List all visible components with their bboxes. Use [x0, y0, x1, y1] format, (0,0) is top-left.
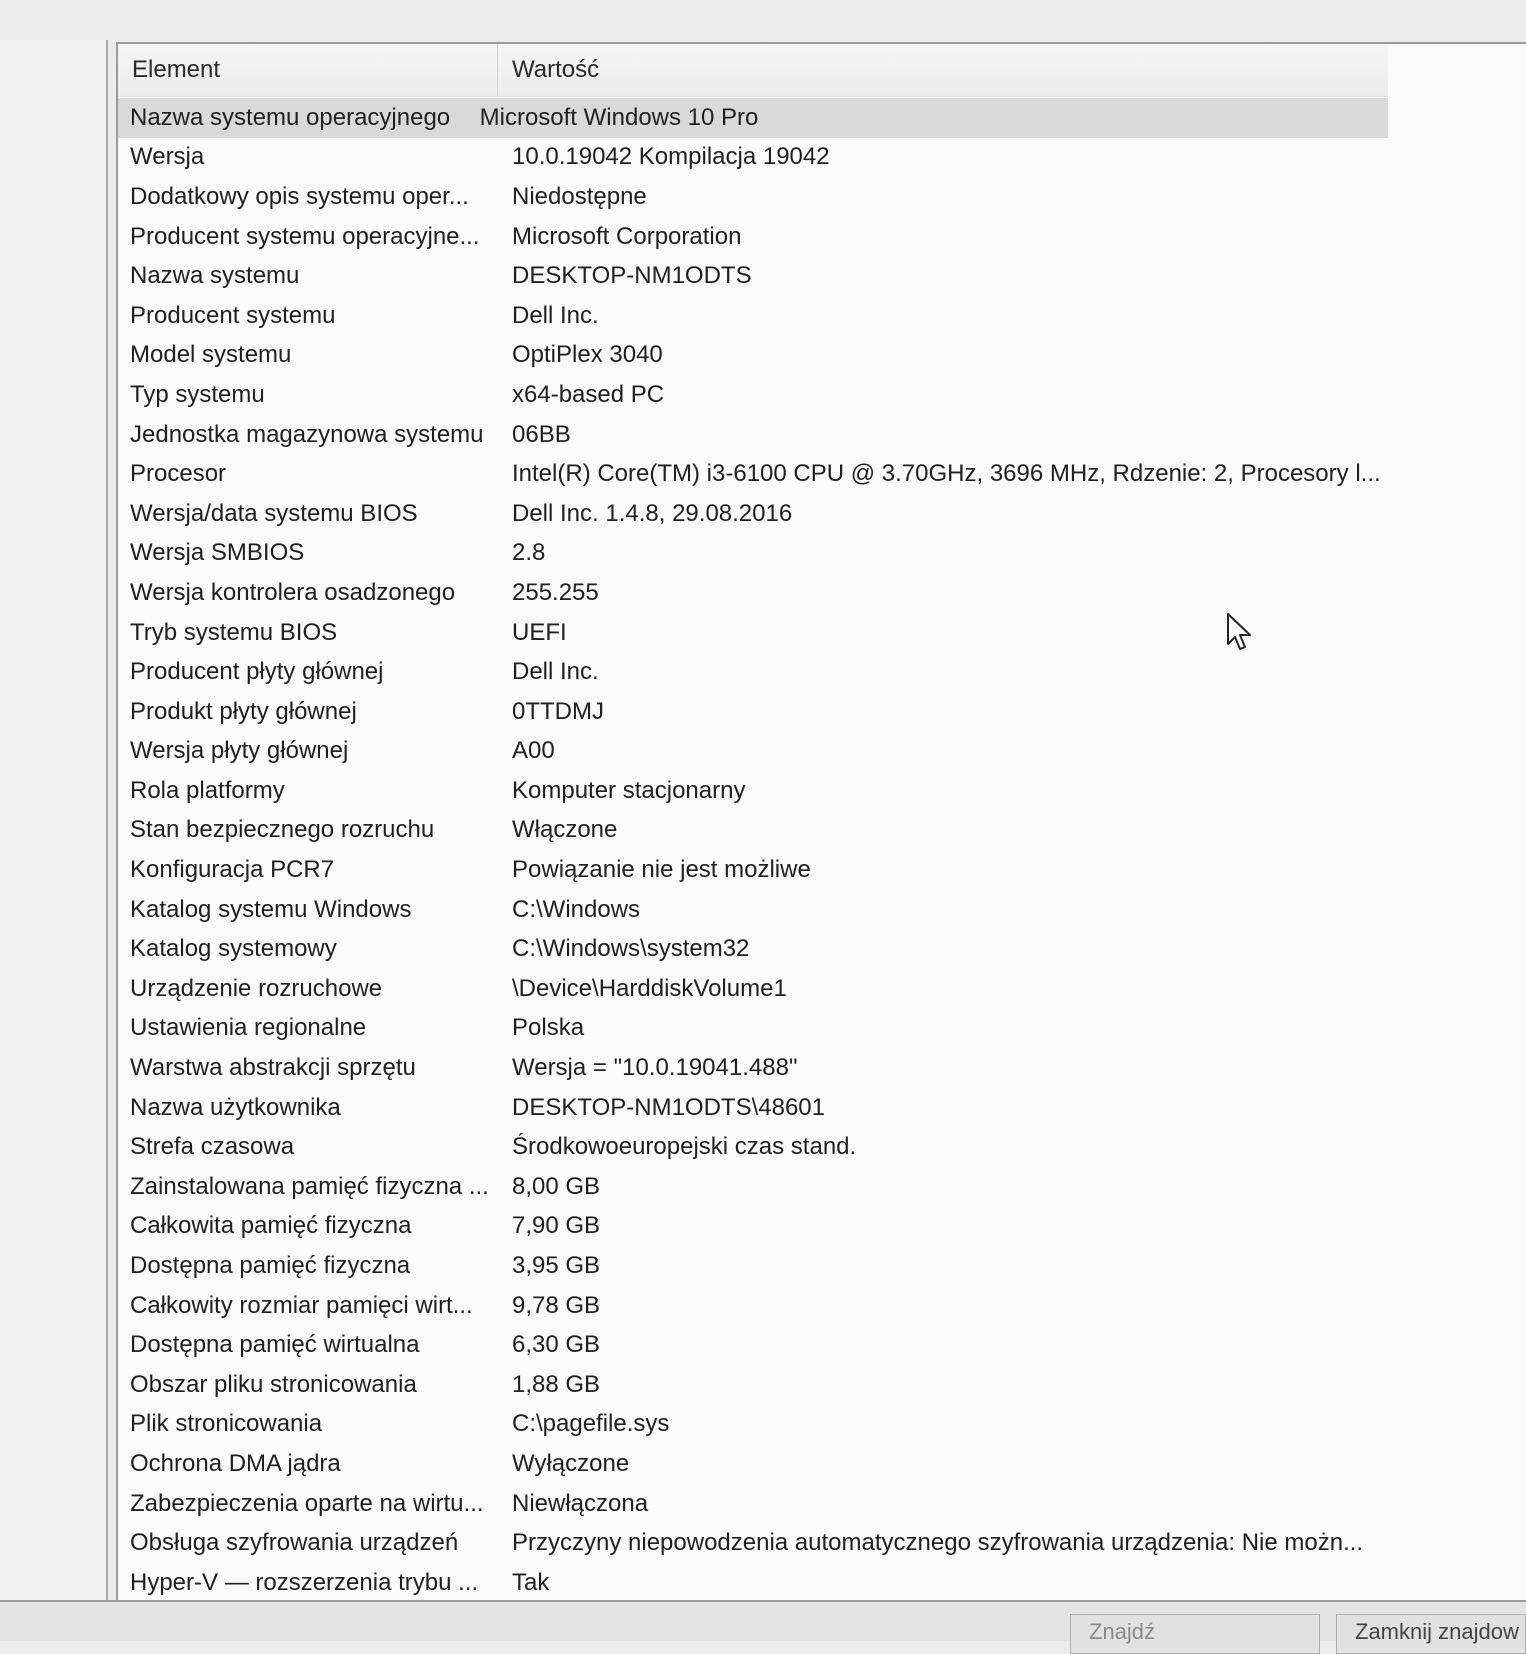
- row-element-name: Model systemu: [130, 341, 292, 369]
- row-element-value: C:\Windows: [512, 895, 641, 923]
- table-row[interactable]: [118, 1048, 1526, 1088]
- row-element-name: Tryb systemu BIOS: [130, 618, 338, 646]
- row-element-name: Zainstalowana pamięć fizyczna ...: [130, 1172, 489, 1200]
- row-element-name: Zabezpieczenia oparte na wirtu...: [130, 1489, 484, 1517]
- row-element-name: Całkowita pamięć fizyczna: [130, 1212, 412, 1240]
- table-row[interactable]: [118, 296, 1526, 336]
- row-element-name: Katalog systemowy: [130, 935, 337, 963]
- row-element-name: Nazwa systemu operacyjnego: [130, 103, 451, 131]
- table-row[interactable]: [118, 692, 1526, 732]
- table-row[interactable]: [118, 415, 1526, 455]
- table-row[interactable]: [118, 1484, 1526, 1524]
- table-row[interactable]: [118, 217, 1526, 257]
- list-header: [118, 44, 1388, 97]
- row-element-name: Obszar pliku stronicowania: [130, 1370, 417, 1398]
- table-row[interactable]: [118, 336, 1526, 376]
- row-element-value: Wersja = "10.0.19041.488": [512, 1054, 798, 1082]
- table-row[interactable]: [118, 494, 1526, 534]
- row-element-name: Dodatkowy opis systemu oper...: [130, 182, 469, 210]
- row-element-value: 06BB: [512, 420, 571, 448]
- row-element-name: Ochrona DMA jądra: [130, 1449, 341, 1477]
- table-row[interactable]: [118, 1127, 1526, 1167]
- row-element-value: 6,30 GB: [512, 1331, 601, 1359]
- row-element-name: Rola platformy: [130, 776, 285, 804]
- table-row[interactable]: [118, 850, 1526, 890]
- table-row[interactable]: [118, 811, 1526, 851]
- row-element-value: C:\pagefile.sys: [512, 1410, 670, 1438]
- row-element-name: Stan bezpiecznego rozruchu: [130, 816, 435, 844]
- row-element-name: Typ systemu: [130, 380, 265, 408]
- row-element-name: Całkowity rozmiar pamięci wirt...: [130, 1291, 473, 1319]
- row-element-value: 7,90 GB: [512, 1212, 601, 1240]
- table-row[interactable]: [118, 652, 1526, 692]
- row-element-name: Obsługa szyfrowania urządzeń: [130, 1529, 459, 1557]
- row-element-name: Wersja/data systemu BIOS: [130, 499, 418, 527]
- row-element-value: Niewłączona: [512, 1489, 649, 1517]
- row-element-name: Urządzenie rozruchowe: [130, 974, 383, 1002]
- row-element-name: Wersja SMBIOS: [130, 539, 305, 567]
- table-row[interactable]: [118, 1167, 1526, 1207]
- table-row[interactable]: [118, 534, 1526, 574]
- row-element-value: C:\Windows\system32: [512, 935, 750, 963]
- row-element-name: Wersja płyty głównej: [130, 737, 349, 765]
- row-element-value: Niedostępne: [512, 182, 647, 210]
- row-element-name: Warstwa abstrakcji sprzętu: [130, 1054, 416, 1082]
- list-rows: [118, 98, 1526, 1602]
- mouse-pointer-icon: [1226, 612, 1254, 652]
- row-element-value: x64-based PC: [512, 380, 665, 408]
- row-element-value: Microsoft Corporation: [512, 222, 742, 250]
- table-row[interactable]: [118, 256, 1526, 296]
- row-element-value: 2.8: [512, 539, 546, 567]
- column-header-element[interactable]: Element: [118, 44, 498, 96]
- table-row[interactable]: [118, 969, 1526, 1009]
- table-row[interactable]: [118, 1246, 1526, 1286]
- row-element-name: Hyper-V — rozszerzenia trybu ...: [130, 1568, 479, 1596]
- row-element-value: Intel(R) Core(TM) i3-6100 CPU @ 3.70GHz, 3696 MHz, Rdzenie: 2, Procesory l...: [512, 460, 1381, 488]
- table-row[interactable]: [118, 1088, 1526, 1128]
- row-element-value: Komputer stacjonarny: [512, 776, 746, 804]
- table-row[interactable]: [118, 573, 1526, 613]
- row-element-name: Strefa czasowa: [130, 1133, 295, 1161]
- row-element-name: Wersja kontrolera osadzonego: [130, 578, 456, 606]
- row-element-value: 255.255: [512, 578, 599, 606]
- row-element-value: Włączone: [512, 816, 618, 844]
- row-element-name: Nazwa systemu: [130, 262, 300, 290]
- row-element-value: Microsoft Windows 10 Pro: [479, 103, 759, 131]
- row-element-name: Konfiguracja PCR7: [130, 856, 335, 884]
- row-element-value: UEFI: [512, 618, 567, 646]
- table-row[interactable]: [118, 98, 1388, 138]
- row-element-name: Ustawienia regionalne: [130, 1014, 367, 1042]
- table-row[interactable]: [118, 929, 1526, 969]
- row-element-value: 3,95 GB: [512, 1252, 601, 1280]
- row-element-value: Dell Inc.: [512, 658, 599, 686]
- row-element-value: 10.0.19042 Kompilacja 19042: [512, 143, 830, 171]
- row-element-value: Środkowoeuropejski czas stand.: [512, 1133, 857, 1161]
- row-element-value: 8,00 GB: [512, 1172, 601, 1200]
- table-row[interactable]: [118, 1444, 1526, 1484]
- table-row[interactable]: [118, 1286, 1526, 1326]
- row-element-name: Wersja: [130, 143, 205, 171]
- row-element-name: Jednostka magazynowa systemu: [130, 420, 484, 448]
- find-button[interactable]: Znajdź: [1070, 1614, 1320, 1654]
- table-row[interactable]: [118, 1325, 1526, 1365]
- table-row[interactable]: [118, 454, 1526, 494]
- row-element-name: Nazwa użytkownika: [130, 1093, 341, 1121]
- row-element-value: Wyłączone: [512, 1449, 630, 1477]
- row-element-name: Katalog systemu Windows: [130, 895, 412, 923]
- table-row[interactable]: [118, 613, 1526, 653]
- table-row[interactable]: [118, 138, 1526, 178]
- table-row[interactable]: [118, 1365, 1526, 1405]
- column-header-value[interactable]: Wartość: [512, 56, 600, 83]
- table-row[interactable]: [118, 375, 1526, 415]
- table-row[interactable]: [118, 890, 1526, 930]
- row-element-value: Tak: [512, 1568, 550, 1596]
- table-row[interactable]: [118, 177, 1526, 217]
- close-find-button[interactable]: Zamknij znajdow: [1336, 1614, 1526, 1654]
- row-element-name: Producent płyty głównej: [130, 658, 384, 686]
- system-summary-list[interactable]: [116, 42, 1526, 1602]
- row-element-value: 1,88 GB: [512, 1370, 601, 1398]
- row-element-value: DESKTOP-NM1ODTS\48601: [512, 1093, 825, 1121]
- row-element-name: Dostępna pamięć wirtualna: [130, 1331, 420, 1359]
- table-row[interactable]: [118, 1207, 1526, 1247]
- category-tree-pane[interactable]: [0, 40, 108, 1600]
- row-element-name: Producent systemu operacyjne...: [130, 222, 480, 250]
- row-element-value: Powiązanie nie jest możliwe: [512, 856, 811, 884]
- table-row[interactable]: [118, 1009, 1526, 1049]
- row-element-name: Dostępna pamięć fizyczna: [130, 1252, 411, 1280]
- row-element-value: Przyczyny niepowodzenia automatycznego szyfrowania urządzenia: Nie możn...: [512, 1529, 1364, 1557]
- row-element-value: Polska: [512, 1014, 585, 1042]
- table-row[interactable]: [118, 732, 1526, 772]
- row-element-value: 9,78 GB: [512, 1291, 601, 1319]
- bottom-toolbar: [0, 1600, 1526, 1644]
- row-element-name: Producent systemu: [130, 301, 336, 329]
- row-element-value: 0TTDMJ: [512, 697, 604, 725]
- row-element-value: OptiPlex 3040: [512, 341, 663, 369]
- row-element-name: Plik stronicowania: [130, 1410, 323, 1438]
- row-element-value: Dell Inc.: [512, 301, 599, 329]
- table-row[interactable]: [118, 771, 1526, 811]
- row-element-name: Procesor: [130, 460, 227, 488]
- row-element-name: Produkt płyty głównej: [130, 697, 357, 725]
- row-element-value: A00: [512, 737, 555, 765]
- row-element-value: \Device\HarddiskVolume1: [512, 974, 787, 1002]
- row-element-value: Dell Inc. 1.4.8, 29.08.2016: [512, 499, 793, 527]
- table-row[interactable]: [118, 1563, 1526, 1602]
- table-row[interactable]: [118, 1405, 1526, 1445]
- row-element-value: DESKTOP-NM1ODTS: [512, 262, 752, 290]
- table-row[interactable]: [118, 1523, 1526, 1563]
